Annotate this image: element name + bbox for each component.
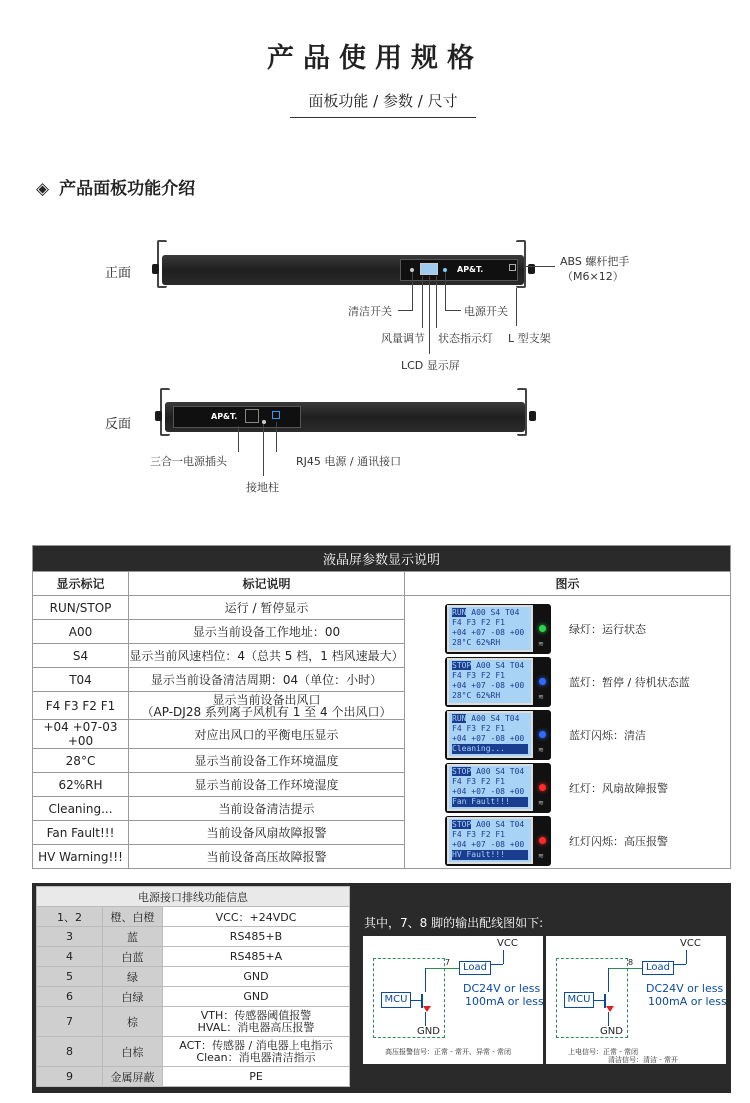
table-header: 图示 [405, 572, 731, 596]
signal-note: 高压报警信号：正常 - 常开、异常 - 常闭 [385, 1048, 511, 1056]
table-row [37, 907, 350, 927]
pin-func [163, 1007, 350, 1037]
lcd-label: LCD 显示屏 [401, 359, 460, 372]
socket-label: 三合一电源插头 [150, 455, 227, 468]
abs-handle-spec: （M6×12） [562, 270, 624, 283]
leader-line [238, 426, 239, 452]
mark-cell: HV Warning!!! [33, 845, 129, 869]
leader-line [412, 272, 413, 310]
mark-cell: Fan Fault!!! [33, 821, 129, 845]
table-header: 显示标记 [33, 572, 129, 596]
lcd-line [452, 714, 528, 724]
desc-cell: 运行 / 暂停显示 [129, 596, 405, 620]
table-header: 标记说明 [129, 572, 405, 596]
pin-num: 6 [37, 987, 103, 1007]
status-led-icon [539, 837, 546, 844]
table-row [37, 1067, 350, 1087]
pin-num: 8 [37, 1037, 103, 1067]
lcd-line: Cleaning... [452, 744, 528, 754]
pin-color: 金属屏蔽 [103, 1067, 163, 1087]
lcd-line: F4 F3 F2 F1 [452, 724, 505, 733]
table-row [33, 596, 731, 620]
wire [608, 968, 609, 992]
lcd-header: A00 S4 T04 [471, 767, 525, 776]
table-caption: 液晶屏参数显示说明 [33, 546, 731, 572]
pin-func: RS485+B [163, 927, 350, 947]
page-subtitle: 面板功能 / 参数 / 尺寸 [290, 90, 476, 118]
front-label: 正面 [105, 266, 132, 281]
desc-line: （AP-DJ28 系列离子风机有 1 至 4 个出风口） [141, 704, 392, 719]
power-switch-icon[interactable] [509, 264, 516, 271]
pin-color: 橙、白橙 [103, 907, 163, 927]
pin-func [163, 1037, 350, 1067]
mcu-box: MCU [381, 992, 411, 1008]
l-bracket-label: L 型支架 [508, 332, 551, 345]
pin-func: GND [163, 967, 350, 987]
wire [425, 1012, 426, 1026]
wire [594, 1000, 604, 1001]
pin-table [36, 886, 350, 1087]
leader-line [422, 276, 423, 328]
wifi-icon: ≋ [538, 746, 544, 754]
pin-table-caption: 电源接口排线功能信息 [37, 887, 350, 907]
lcd-screen [447, 817, 533, 864]
gnd-label: GND [417, 1026, 440, 1037]
desc-cell: 当前设备清洁提示 [129, 797, 405, 821]
table-row [37, 1007, 350, 1037]
mcu-box: MCU [564, 992, 594, 1008]
back-label: 反面 [105, 417, 132, 432]
leader-line [445, 310, 461, 311]
status-light-label: 状态指示灯 [438, 332, 493, 345]
front-logo: AP&T. [457, 265, 484, 274]
lcd-state: STOP [452, 767, 472, 776]
desc-line: 显示当前设备出风口 [212, 692, 321, 707]
lcd-line [452, 820, 528, 830]
lcd-header: A00 S4 T04 [471, 661, 525, 670]
leader-line [525, 266, 555, 267]
back-logo: AP&T. [211, 412, 238, 421]
desc-cell: 显示当前设备工作环境湿度 [129, 773, 405, 797]
lcd-header: A00 S4 T04 [466, 714, 520, 723]
section-heading [36, 174, 195, 199]
page-title: 产品使用规格 [267, 43, 483, 74]
pin-num: 3 [37, 927, 103, 947]
table-row [37, 927, 350, 947]
fan-adjust-label: 风量调节 [381, 332, 425, 345]
wiring-note: 其中，7、8 脚的输出配线图如下: [364, 916, 544, 930]
wire [608, 1012, 609, 1026]
mark-cell: A00 [33, 620, 129, 644]
abs-handle-label: ABS 螺杆把手 [560, 255, 630, 268]
lcd-header: A00 S4 T04 [466, 608, 520, 617]
desc-cell: 当前设备高压故障报警 [129, 845, 405, 869]
lcd-line [452, 767, 528, 777]
table-row [37, 947, 350, 967]
vcc-label: VCC [497, 938, 518, 949]
pin-color: 白绿 [103, 987, 163, 1007]
lcd-line: +04 +07 -08 +00 [452, 734, 525, 743]
load-box: Load [459, 961, 491, 975]
wifi-icon: ≋ [538, 852, 544, 860]
gnd-label: GND [600, 1026, 623, 1037]
lcd-line: +04 +07 -08 +00 [452, 787, 525, 796]
desc-cell: 显示当前设备工作环境温度 [129, 749, 405, 773]
wire [425, 968, 459, 969]
pin-num: 5 [37, 967, 103, 987]
wifi-icon: ≋ [538, 693, 544, 701]
mark-cell: F4 F3 F2 F1 [33, 692, 129, 720]
lcd-state-desc: 绿灯：运行状态 [569, 623, 646, 636]
signal-note: 上电信号：正常 - 常闭 [568, 1048, 638, 1056]
lcd-screen [447, 764, 533, 811]
pin-color: 棕 [103, 1007, 163, 1037]
lcd-state-desc: 红灯闪烁：高压报警 [569, 835, 668, 848]
lcd-line: HV Fault!!! [452, 850, 528, 860]
mark-cell: S4 [33, 644, 129, 668]
mark-cell: 28°C [33, 749, 129, 773]
desc-cell [129, 692, 405, 720]
lcd-line [452, 608, 528, 618]
lcd-state: RUN [452, 714, 467, 723]
desc-cell: 当前设备风扇故障报警 [129, 821, 405, 845]
status-led-icon [539, 784, 546, 791]
pin-color: 绿 [103, 967, 163, 987]
voltage-spec: DC24V or less [646, 982, 724, 995]
mark-cell: Cleaning... [33, 797, 129, 821]
pin-func: GND [163, 987, 350, 1007]
pin-func-line: Clean：消电器清洁指示 [196, 1050, 316, 1064]
ground-label: 接地柱 [246, 481, 279, 494]
rj45-label: RJ45 电源 / 通讯接口 [296, 455, 402, 468]
left-knob-icon [152, 264, 159, 274]
pin-color: 白棕 [103, 1037, 163, 1067]
lcd-state: RUN [452, 608, 467, 617]
lcd-line: F4 F3 F2 F1 [452, 671, 505, 680]
wire [491, 964, 503, 965]
diamond-icon: ◈ [36, 179, 50, 199]
pin-num: 1、2 [37, 907, 103, 927]
current-spec: 100mA or less [465, 995, 544, 1008]
desc-cell: 对应出风口的平衡电压显示 [129, 720, 405, 749]
pin-func: RS485+A [163, 947, 350, 967]
lcd-line: F4 F3 F2 F1 [452, 618, 505, 627]
lcd-line [452, 661, 528, 671]
voltage-spec: DC24V or less [463, 982, 541, 995]
table-row [37, 987, 350, 1007]
status-led-icon [539, 625, 546, 632]
lcd-state: STOP [452, 820, 472, 829]
wire [686, 950, 687, 964]
power-switch-label: 电源开关 [464, 305, 508, 318]
load-box: Load [642, 961, 674, 975]
lcd-param-table [32, 545, 731, 869]
pin-num: 4 [37, 947, 103, 967]
front-lcd-mini [420, 263, 438, 275]
wire [411, 1000, 421, 1001]
mark-cell: T04 [33, 668, 129, 692]
lcd-line: +04 +07 -08 +00 [452, 681, 525, 690]
lcd-line: F4 F3 F2 F1 [452, 777, 505, 786]
wire [503, 950, 504, 964]
lcd-header: A00 S4 T04 [471, 820, 525, 829]
leader-line [263, 424, 264, 476]
pin-color: 蓝 [103, 927, 163, 947]
clean-switch-label: 清洁开关 [348, 305, 392, 318]
pin-num: 7 [37, 1007, 103, 1037]
lcd-screen [447, 658, 533, 705]
pin-func-line: ACT：传感器 / 消电器上电指示 [179, 1038, 333, 1052]
rj45-port-icon [272, 411, 280, 419]
status-led-icon [539, 678, 546, 685]
lcd-state-desc: 红灯：风扇故障报警 [569, 782, 668, 795]
status-led-icon [539, 731, 546, 738]
wire [608, 968, 642, 969]
pin-color: 白蓝 [103, 947, 163, 967]
pin-func-line: HVAL：消电器高压报警 [197, 1020, 315, 1034]
desc-cell: 显示当前风速档位：4（总共 5 档，1 档风速最大） [129, 644, 405, 668]
leader-line [398, 310, 413, 311]
lcd-state: STOP [452, 661, 472, 670]
wire [425, 968, 426, 992]
lcd-line: 28°C 62%RH [452, 638, 501, 647]
signal-note: 清洁信号：清洁 - 常开 [608, 1056, 678, 1064]
pin-func-line: VTH：传感器阈值报警 [200, 1008, 312, 1022]
leader-line [276, 422, 277, 452]
lcd-screen [447, 711, 533, 758]
pin-func: VCC：+24VDC [163, 907, 350, 927]
power-socket-icon [245, 409, 259, 423]
mark-cell: +04 +07-03 +00 [33, 720, 129, 749]
leader-line [436, 276, 437, 328]
pin-func: PE [163, 1067, 350, 1087]
wifi-icon: ≋ [538, 640, 544, 648]
lcd-line: F4 F3 F2 F1 [452, 830, 505, 839]
section-heading-text: 产品面板功能介绍 [59, 179, 196, 199]
lcd-screen [447, 605, 533, 652]
mark-cell: 62%RH [33, 773, 129, 797]
lcd-state-desc: 蓝灯闪烁：清洁 [569, 729, 646, 742]
table-row [37, 967, 350, 987]
pin-num: 9 [37, 1067, 103, 1087]
wifi-icon: ≋ [538, 799, 544, 807]
lcd-line: +04 +07 -08 +00 [452, 628, 525, 637]
lcd-state-desc: 蓝灯：暂停 / 待机状态蓝 [569, 676, 690, 689]
pin-number: 7 [445, 958, 451, 967]
table-row [37, 1037, 350, 1067]
desc-cell: 显示当前设备工作地址：00 [129, 620, 405, 644]
leader-line [429, 276, 430, 354]
leader-line [516, 288, 517, 326]
right-knob-icon [529, 411, 536, 421]
mark-cell: RUN/STOP [33, 596, 129, 620]
desc-cell: 显示当前设备清洁周期：04（单位：小时） [129, 668, 405, 692]
pin-number: 8 [628, 958, 634, 967]
wire [674, 964, 686, 965]
current-spec: 100mA or less [648, 995, 727, 1008]
lcd-line: 28°C 62%RH [452, 691, 501, 700]
lcd-line: +04 +07 -08 +00 [452, 840, 525, 849]
leader-line [445, 272, 446, 310]
lcd-line: Fan Fault!!! [452, 797, 528, 807]
vcc-label: VCC [680, 938, 701, 949]
left-knob-icon [155, 411, 162, 421]
